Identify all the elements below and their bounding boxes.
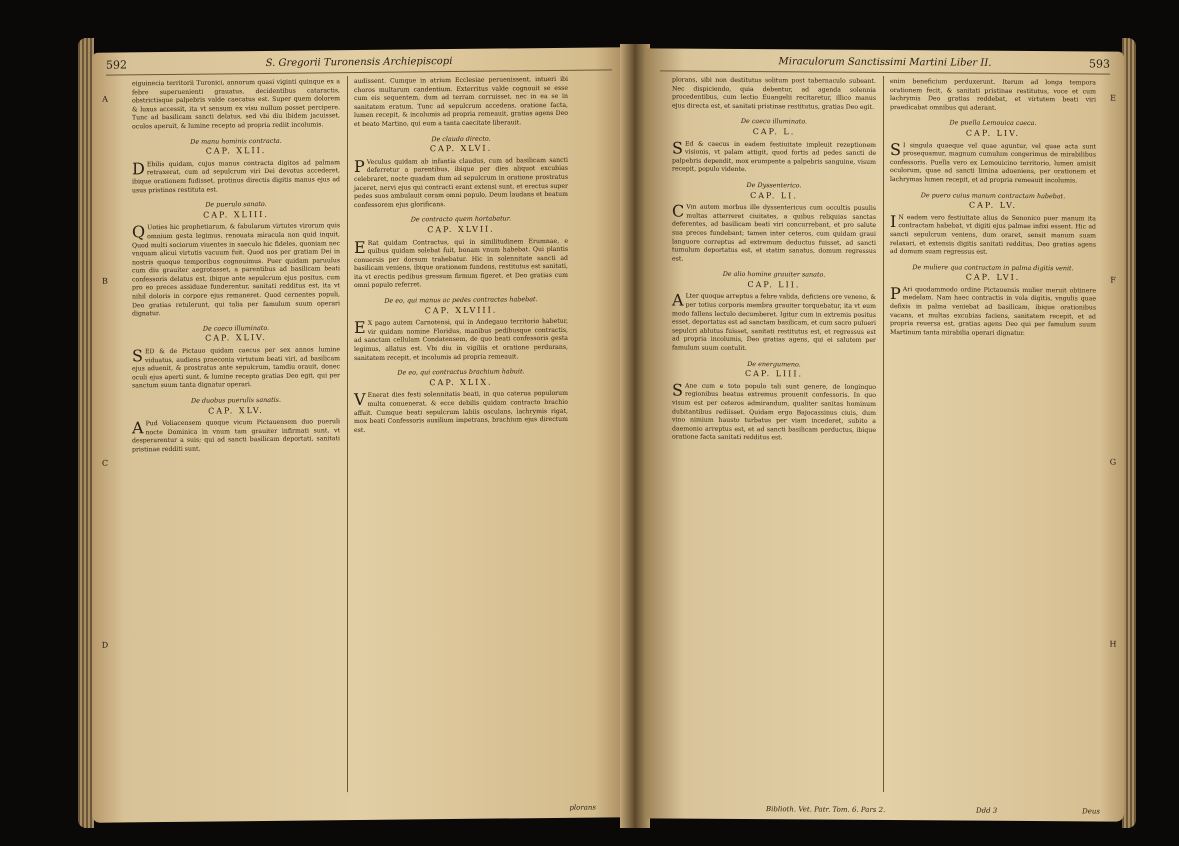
chapter-number	[354, 305, 568, 316]
body-paragraph	[132, 159, 340, 196]
chapter-heading	[132, 395, 340, 406]
body-paragraph	[672, 201, 876, 266]
text: Ane cum e toto populo tali sunt genere, de longinquo regionibus beatus extremus prouenit confessoris. In quo visum est per ceteros admirandum, qualiter sanitas hominum dubitantibus rediisset. Quidam ergo Bajocassinus ciuis, dum vino nimium hausto turbatus per viam incederet, subito a daemonio arreptus est, et ad sancti basilicam perductus, ibique oratione facta sanitati redditus est.	[672, 382, 876, 442]
body-paragraph	[354, 237, 568, 291]
left-running-head	[106, 53, 612, 75]
chapter-heading	[354, 133, 568, 144]
text: De puero cuius manum contractam habebat.	[920, 190, 1066, 200]
text: Ebilis quidam, cujus manus contracta digitos ad palmam retraxerat, cum ad sepulcrum viri Dei devotus accederet, ibique orationem fudisset, protinus directis digitis manus ejus ad usus pristinos restituta est.	[132, 158, 340, 194]
margin-letter: F	[1110, 275, 1116, 285]
right-running-title: Miraculorum Sanctissimi Martini Liber II.	[778, 56, 992, 69]
drop-initial: P	[354, 156, 365, 176]
body-paragraph	[354, 157, 568, 211]
chapter-heading	[890, 118, 1096, 128]
text: Rat quidam Contractus, qui in similitudinem Erumnae, e quibus quidam solebat fuit, bonam vnum habebat. Qui plantis conuersis per dorsum trahebatur. Hic in solennitate sancti ad basilicam veniens, ibique orationem fundens, restitutus est sanitati, ita vt erectis pedibus gressum firmum figeret, et Deo gratias cum omni populo referret.	[354, 237, 568, 290]
body-paragraph	[890, 139, 1096, 186]
left-catchword: plorans	[569, 803, 596, 812]
open-book	[52, 14, 1156, 840]
text: CAP. XLIX.	[429, 377, 493, 388]
body-paragraph	[890, 211, 1096, 258]
body-paragraph	[672, 77, 876, 113]
body-paragraph	[890, 78, 1096, 114]
drop-initial: A	[672, 290, 684, 311]
body-paragraph	[354, 390, 568, 435]
text: De puella Lemouica caeca.	[949, 118, 1037, 128]
margin-letter: E	[1110, 93, 1116, 103]
chapter-heading	[672, 180, 876, 190]
chapter-heading	[672, 359, 876, 369]
chapter-number	[672, 127, 876, 137]
chapter-number	[354, 378, 568, 389]
text: Ed & caecus in eadem festiuitate impleuit rezeptionem visionis, vt palam attigit, quod fortis ad pedes sancti de palpebris dependit, mox erumpente a palpebris sanguine, visum recepit, populo vidente.	[672, 140, 876, 174]
chapter-heading	[672, 270, 876, 280]
drop-initial: P	[890, 283, 901, 303]
right-page	[646, 48, 1124, 821]
text: X pago autem Carnotensi, qui in Andegauo territorio habetur, vir quidam nomine Floridus, manibus pedibusque contractis, ad sanctam cellulam Condatensem, de quo beati confessoris gesta legimus, allatus est. Vbi diu in vigiliis et oratione perdurans, sanitatem recepit, et incolumis ad propria remeauit.	[354, 318, 568, 362]
text: De puerulo sanato.	[205, 200, 267, 209]
drop-initial: E	[354, 237, 366, 257]
chapter-heading	[354, 367, 568, 378]
chapter-heading	[890, 191, 1096, 201]
right-page-edges	[1122, 38, 1136, 828]
text: Veculus quidam ab infantia claudus, cum ad basilicam sancti deferretur a parentibus, ibique per dies aliquot excubias celebraret, nocte quadam dum ad sepulcrum in oratione prostratus jaceret, nervi ejus qui contracti erant extensi sunt, et erectus super pedes suos ambulauit coram omni populo, Deum laudans et beatum confessorem ejus glorificans.	[354, 156, 568, 209]
chapter-number	[132, 406, 340, 417]
margin-letter: H	[1109, 639, 1117, 649]
left-column-1	[132, 78, 340, 457]
drop-initial: S	[890, 139, 901, 159]
drop-initial: S	[672, 138, 683, 158]
drop-initial: V	[354, 390, 366, 410]
text: Uoties hic prophetiarum, & fabularum virtutes virorum quis omnium gesta legimus, renouata miracula non quid inquit, Quod multi sociorum viuentes in saeculo hic fideles, quoniam nec vnquam alicui virtutis vacuum fuit. Quod nos per gratiam Dei in nostris quoque temporibus cognouimus. Puer quidam paruulus cum diu grauiter aegrotasset, a parentibus ad basilicam beati confessoris delatus est, ibique ante sepulcrum ejus positus, cum pro eo preces assiduae funderentur, sanitati redditus est, ita vt nihil doloris in corpore ejus remaneret. Quod cernentes populi, Deo gratias retulerunt, qui talia per famulum suum operari dignatur.	[132, 222, 340, 318]
text: CAP. XLVII.	[427, 224, 495, 235]
chapter-number	[354, 225, 568, 236]
chapter-number	[672, 191, 876, 201]
text: Vm autem morbus ille dyssentericus cum occultis pusulis multas atterreret ciuitates, a quibus reliquias sanctas deferentes, ad basilicam beati viri concurrebant, et pro salute sua preces fundebant; tamen inter ceteros, cum quidam graui languore correptus ad extremum deductus fuisset, ad sancti tumulum deportatus est, et statim sanatus, domum regressus est.	[672, 203, 876, 263]
right-footer: Biblioth. Vet. Patr. Tom. 6. Pars 2.	[766, 805, 886, 815]
text: De alio homine grauiter sanato.	[722, 270, 826, 279]
text: CAP. XLIII.	[203, 209, 269, 220]
chapter-number	[132, 210, 340, 221]
text: CAP. XLV.	[208, 405, 264, 416]
text: De manu hominis contracta.	[190, 136, 282, 146]
body-paragraph	[354, 76, 568, 130]
text: CAP. LI.	[750, 190, 798, 200]
right-running-head	[660, 54, 1110, 74]
text: De eo, qui manus ac pedes contractas habebat.	[384, 295, 538, 305]
text: audissent. Cumque in atrium Ecclesiae peruenissent, intueri ibi choros multarum candentium. Exterritus valde cognouit se esse cum eis sequentem, dum ad terram corruisset, nec in ea se in sanitatem eratum. Tunc ad sepulcrum accedens, oratione facta, lumen recepit, & incolumis ad propria remeauit, gratias agens Deo et beato Martino, qui eum a tanta caecitate liberauit.	[354, 75, 568, 129]
chapter-number	[354, 144, 568, 155]
drop-initial: E	[354, 318, 366, 338]
body-paragraph	[132, 223, 340, 320]
text: eiguinecia territorii Turonici, annorum quasi viginti quinque ex a febre superuenienti grauatus, decidentibus cataractis, obstrictisque palpebris valde caecatus est. Super quem dolorem & luxus accessit, ita vt sensum ex visu nullum posset percipere. Tunc ad basilicam sancti delatus, sed vbi diu ibidem jacuisset, oculos aperuit, & lumine recepto ad propria rediit incolumis.	[132, 78, 340, 131]
text: De muliere qua contractam in palma digitis venit.	[912, 262, 1074, 273]
text: De eo, qui contractus brachium habuit.	[397, 367, 525, 377]
margin-letter: G	[1109, 457, 1117, 467]
margin-letter: A	[102, 94, 108, 104]
right-signature: Ddd 3	[976, 806, 998, 815]
chapter-number	[672, 370, 876, 380]
text: CAP. LII.	[747, 279, 801, 290]
body-paragraph	[672, 140, 876, 176]
body-paragraph	[672, 290, 876, 355]
chapter-number	[890, 273, 1096, 283]
text: CAP. XLVI.	[429, 143, 493, 154]
chapter-number	[132, 146, 340, 157]
text: De caeco illuminato.	[740, 117, 808, 126]
text: plorans, sibi non destitutus solitum post tabernaculo subeant. Nec dispiciendo, quia debentur, ad agenda solennia procedentibus, cum lectio Euangelii recitaretur, illico manus ejus directa est, et sanitati pristinae restitutus, gratias Deo egit.	[672, 76, 876, 111]
chapter-heading	[354, 295, 568, 306]
text: De energumeno.	[747, 359, 801, 369]
left-page	[92, 47, 626, 823]
text: enim beneficium perduxerunt. Iterum ad longa tempora orationem fecit, & sanitati pristinae restitutus, voce et cum lachrymis Deo gratias reddebat, et virtutem beati viri praedicabat omnibus qui aderant.	[890, 78, 1096, 112]
body-paragraph	[672, 382, 876, 444]
text: ED & de Pictauo quidam caecus per sex annos lumine viduatus, audiens praeconia virtutum beati viri, ad basilicam ejus aduenit, & prostratus ante sepulcrum, tamdiu orauit, donec oculi ejus aperti sunt, & lumine recepto gratias Deo egit, qui per sanctum suum tanta dignatur operari.	[132, 346, 340, 390]
text: De Dyssenterico.	[746, 180, 802, 190]
text: Pud Voliacensem quoque vicum Pictauensem duo pueruli nocte Dominica in vnum tam grauiter infirmati sunt, vt desperarentur a suis; qui ad sancti basilicam deportati, sanitati pristinae redditi sunt.	[132, 418, 340, 454]
drop-initial: S	[132, 346, 143, 366]
margin-letter: B	[102, 276, 108, 286]
text: CAP. XLIV.	[205, 333, 267, 344]
chapter-number	[890, 129, 1096, 139]
chapter-number	[890, 201, 1096, 211]
text: I singula quaeque vel quae aguntur, vel quae acta sunt prosequamur, magnum cumulum congerimus de mirabilibus confessoris. Puella vero ex Lemouicino territorio, lumen amisit oculorum, quae ad sancti limina adueniens, per orationem et lachrymas lumen recepit, et ad propria remeauit incolumis.	[890, 141, 1096, 185]
drop-initial: C	[672, 201, 685, 221]
text: Enerat dies festi solennitatis beati, in qua caterua populorum multa conuenerat, & ecce debilis quidam contracto brachio affuit. Cumque beati sepulcrum labiis osculans, lachrymis rigat, mox beati Confessoris auxilium impetrans, brachium ejus directum est.	[354, 390, 568, 434]
text: N eadem vero festiuitate alius de Senonico puer manum ita contractam habebat, vt digiti ejus palmae infixi essent. Hic ad sancti sepulcrum veniens, dum oraret, sensit manum suam relaxari, et extensis digitis sanitati redditus, Deo gratias agens ad domum suam regressus est.	[890, 213, 1096, 256]
text: Lter quoque arreptus a febre valida, deficiens ore veneno, & per totius corporis membra grauiter torquebatur, ita vt eum modo fallens lectulo decumberet. Igitur cum in extremis positus esset, deportatus est ad sanctam basilicam, et cum sacro pulueri sepulcri ablutus fuisset, sanitati restitutus est, et regressus est ad propria incolumis, Deo gratias agens, qui ei salutem per famulum suum contulit.	[672, 293, 876, 353]
body-paragraph	[132, 78, 340, 132]
drop-initial: D	[132, 158, 145, 179]
column-rule	[883, 76, 884, 792]
text: De claudo directo.	[431, 134, 491, 143]
chapter-number	[672, 280, 876, 290]
right-column-2	[890, 78, 1096, 341]
drop-initial: S	[672, 380, 683, 400]
left-page-number: 592	[106, 58, 127, 72]
text: De caeco illuminato.	[202, 323, 270, 333]
left-column-2	[354, 76, 568, 438]
right-column-1	[672, 77, 876, 446]
body-paragraph	[354, 318, 568, 363]
text: CAP. L.	[752, 127, 796, 137]
margin-letter: C	[101, 458, 109, 468]
text: CAP. LV.	[968, 200, 1018, 211]
text: CAP. LIII.	[744, 369, 804, 379]
chapter-heading	[132, 136, 340, 147]
text: De duobus puerulis sanatis.	[190, 395, 281, 405]
right-catchword: Deus	[1082, 807, 1100, 816]
drop-initial: A	[132, 418, 144, 438]
text: CAP. XLVIII.	[424, 305, 498, 315]
text: De contracto quem hortabatur.	[410, 214, 512, 224]
right-page-number: 593	[1089, 57, 1110, 71]
body-paragraph	[890, 283, 1096, 339]
column-rule	[347, 76, 348, 792]
chapter-heading	[890, 263, 1096, 273]
drop-initial: I	[890, 211, 897, 231]
body-paragraph	[132, 346, 340, 391]
margin-letter: D	[101, 640, 109, 650]
left-running-title: S. Gregorii Turonensis Archiepiscopi	[265, 56, 453, 69]
chapter-number	[132, 334, 340, 345]
text: CAP. LVI.	[965, 272, 1021, 283]
text: CAP. XLII.	[205, 146, 267, 156]
chapter-heading	[672, 117, 876, 127]
drop-initial: Q	[132, 222, 146, 242]
text: Ari quodammodo ordine Pictauensis mulier meruit obtinere medelam. Nam haec contractis in vola digitis, vngulis quae defixis in palma veniebat ad basilicam, ibique orationibus vacans, et multas excubias faciens, sanitatem recepit, et ad propria reuersa est, gratias agens Deo qui per famulum suum Martinum tanta mirabilia operari dignatur.	[890, 285, 1096, 337]
chapter-heading	[132, 199, 340, 210]
chapter-heading	[132, 323, 340, 334]
chapter-heading	[354, 214, 568, 225]
text: CAP. LIV.	[965, 128, 1021, 138]
body-paragraph	[132, 418, 340, 455]
